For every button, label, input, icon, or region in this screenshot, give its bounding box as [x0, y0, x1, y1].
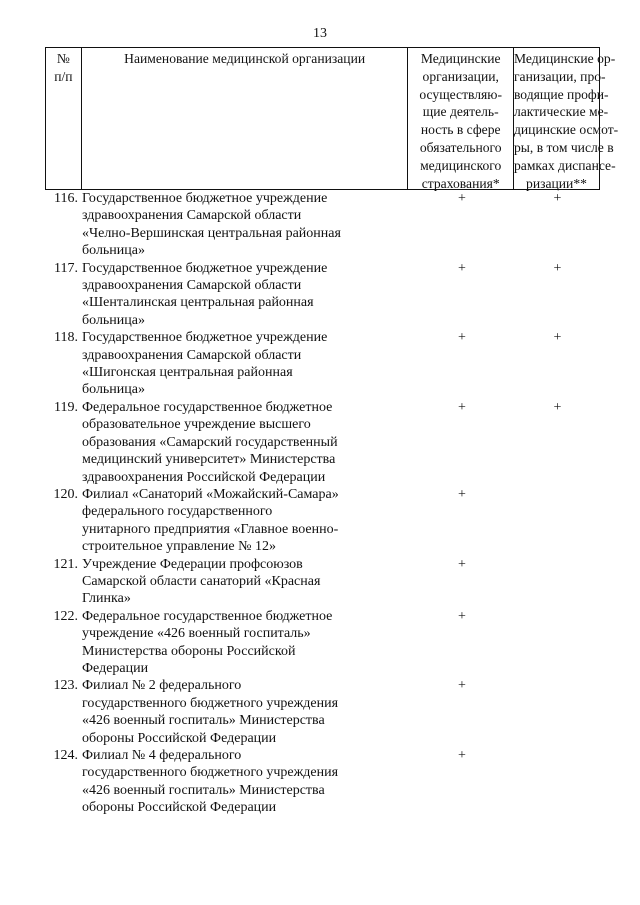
oms-mark: + [458, 486, 466, 502]
table-row [45, 399, 600, 486]
table-row [45, 329, 600, 399]
table-row [45, 486, 600, 556]
oms-mark: + [458, 678, 466, 694]
row-number: 124. [53, 748, 78, 763]
header-col-oms: Медицинские организации, осуществляю- щие деятель- ность в сфере обязательного медицинского страхования* [408, 48, 514, 189]
prophylactic-mark [515, 486, 600, 556]
row-number: 122. [53, 608, 78, 624]
prophylactic-mark: + [553, 260, 562, 276]
organization-name: Филиал № 2 федерального государственного бюджетного учреждения «426 военный госпиталь» Министерства обороны Российской Федерации [82, 678, 339, 746]
table-row [45, 190, 600, 260]
organization-name: Учреждение Федерации профсоюзов Самарской области санаторий «Красная Глинка» [82, 556, 321, 607]
page-number: 13 [313, 26, 327, 41]
prophylactic-mark: + [553, 399, 562, 415]
organization-name: Государственное бюджетное учреждение здравоохранения Самарской области «Шигонская центральная районная больница» [82, 330, 328, 398]
oms-mark: + [458, 748, 466, 763]
oms-mark: + [458, 191, 466, 206]
row-number: 123. [53, 678, 78, 694]
prophylactic-mark [515, 747, 600, 817]
table-row [45, 260, 600, 330]
oms-mark: + [458, 399, 466, 415]
header-col-prophylactic: Медицинские ор- ганизации, про- водящие профи- лактические ме- дицинские осмот- ры, в том числе в рамках диспансе- ризации** [513, 51, 619, 191]
table-row [45, 747, 600, 817]
row-number: 117. [54, 260, 78, 276]
table-row [45, 556, 600, 608]
table-row [45, 608, 600, 678]
oms-mark: + [458, 260, 466, 276]
row-number: 120. [53, 486, 78, 502]
prophylactic-mark [515, 556, 600, 608]
organization-name: Государственное бюджетное учреждение здравоохранения Самарской области «Шенталинская центральная районная больница» [82, 260, 328, 328]
oms-mark: + [458, 330, 466, 346]
row-number: 118. [54, 330, 78, 346]
table-row [45, 677, 600, 747]
oms-mark: + [458, 608, 466, 624]
table-body [45, 190, 600, 817]
header-col-number: № п/п [46, 48, 82, 189]
prophylactic-mark: + [553, 330, 562, 346]
prophylactic-mark [515, 677, 600, 747]
prophylactic-mark [515, 608, 600, 678]
row-number: 116. [54, 191, 78, 206]
organization-name: Филиал № 4 федерального государственного бюджетного учреждения «426 военный госпиталь» Министерства обороны Российской Федерации [82, 748, 339, 816]
oms-mark: + [458, 556, 466, 572]
prophylactic-mark: + [553, 191, 562, 206]
organization-name: Государственное бюджетное учреждение здравоохранения Самарской области «Челно-Вершинская центральная районная больница» [82, 191, 341, 259]
header-col-name: Наименование медицинской организации [82, 48, 409, 189]
table-header [45, 47, 619, 191]
organization-name: Филиал «Санаторий «Можайский-Самара» федерального государственного унитарного предприятия «Главное военно- строительное управление № 12» [82, 486, 339, 555]
row-number: 119. [54, 399, 78, 415]
row-number: 121. [53, 556, 78, 572]
organization-name: Федеральное государственное бюджетное образовательное учреждение высшего образования «Самарский государственный медицинский университет» Министерства здравоохранения Российской Федерации [82, 399, 338, 485]
organization-name: Федеральное государственное бюджетное учреждение «426 военный госпиталь» Министерства обороны Российской Федерации [82, 608, 333, 676]
